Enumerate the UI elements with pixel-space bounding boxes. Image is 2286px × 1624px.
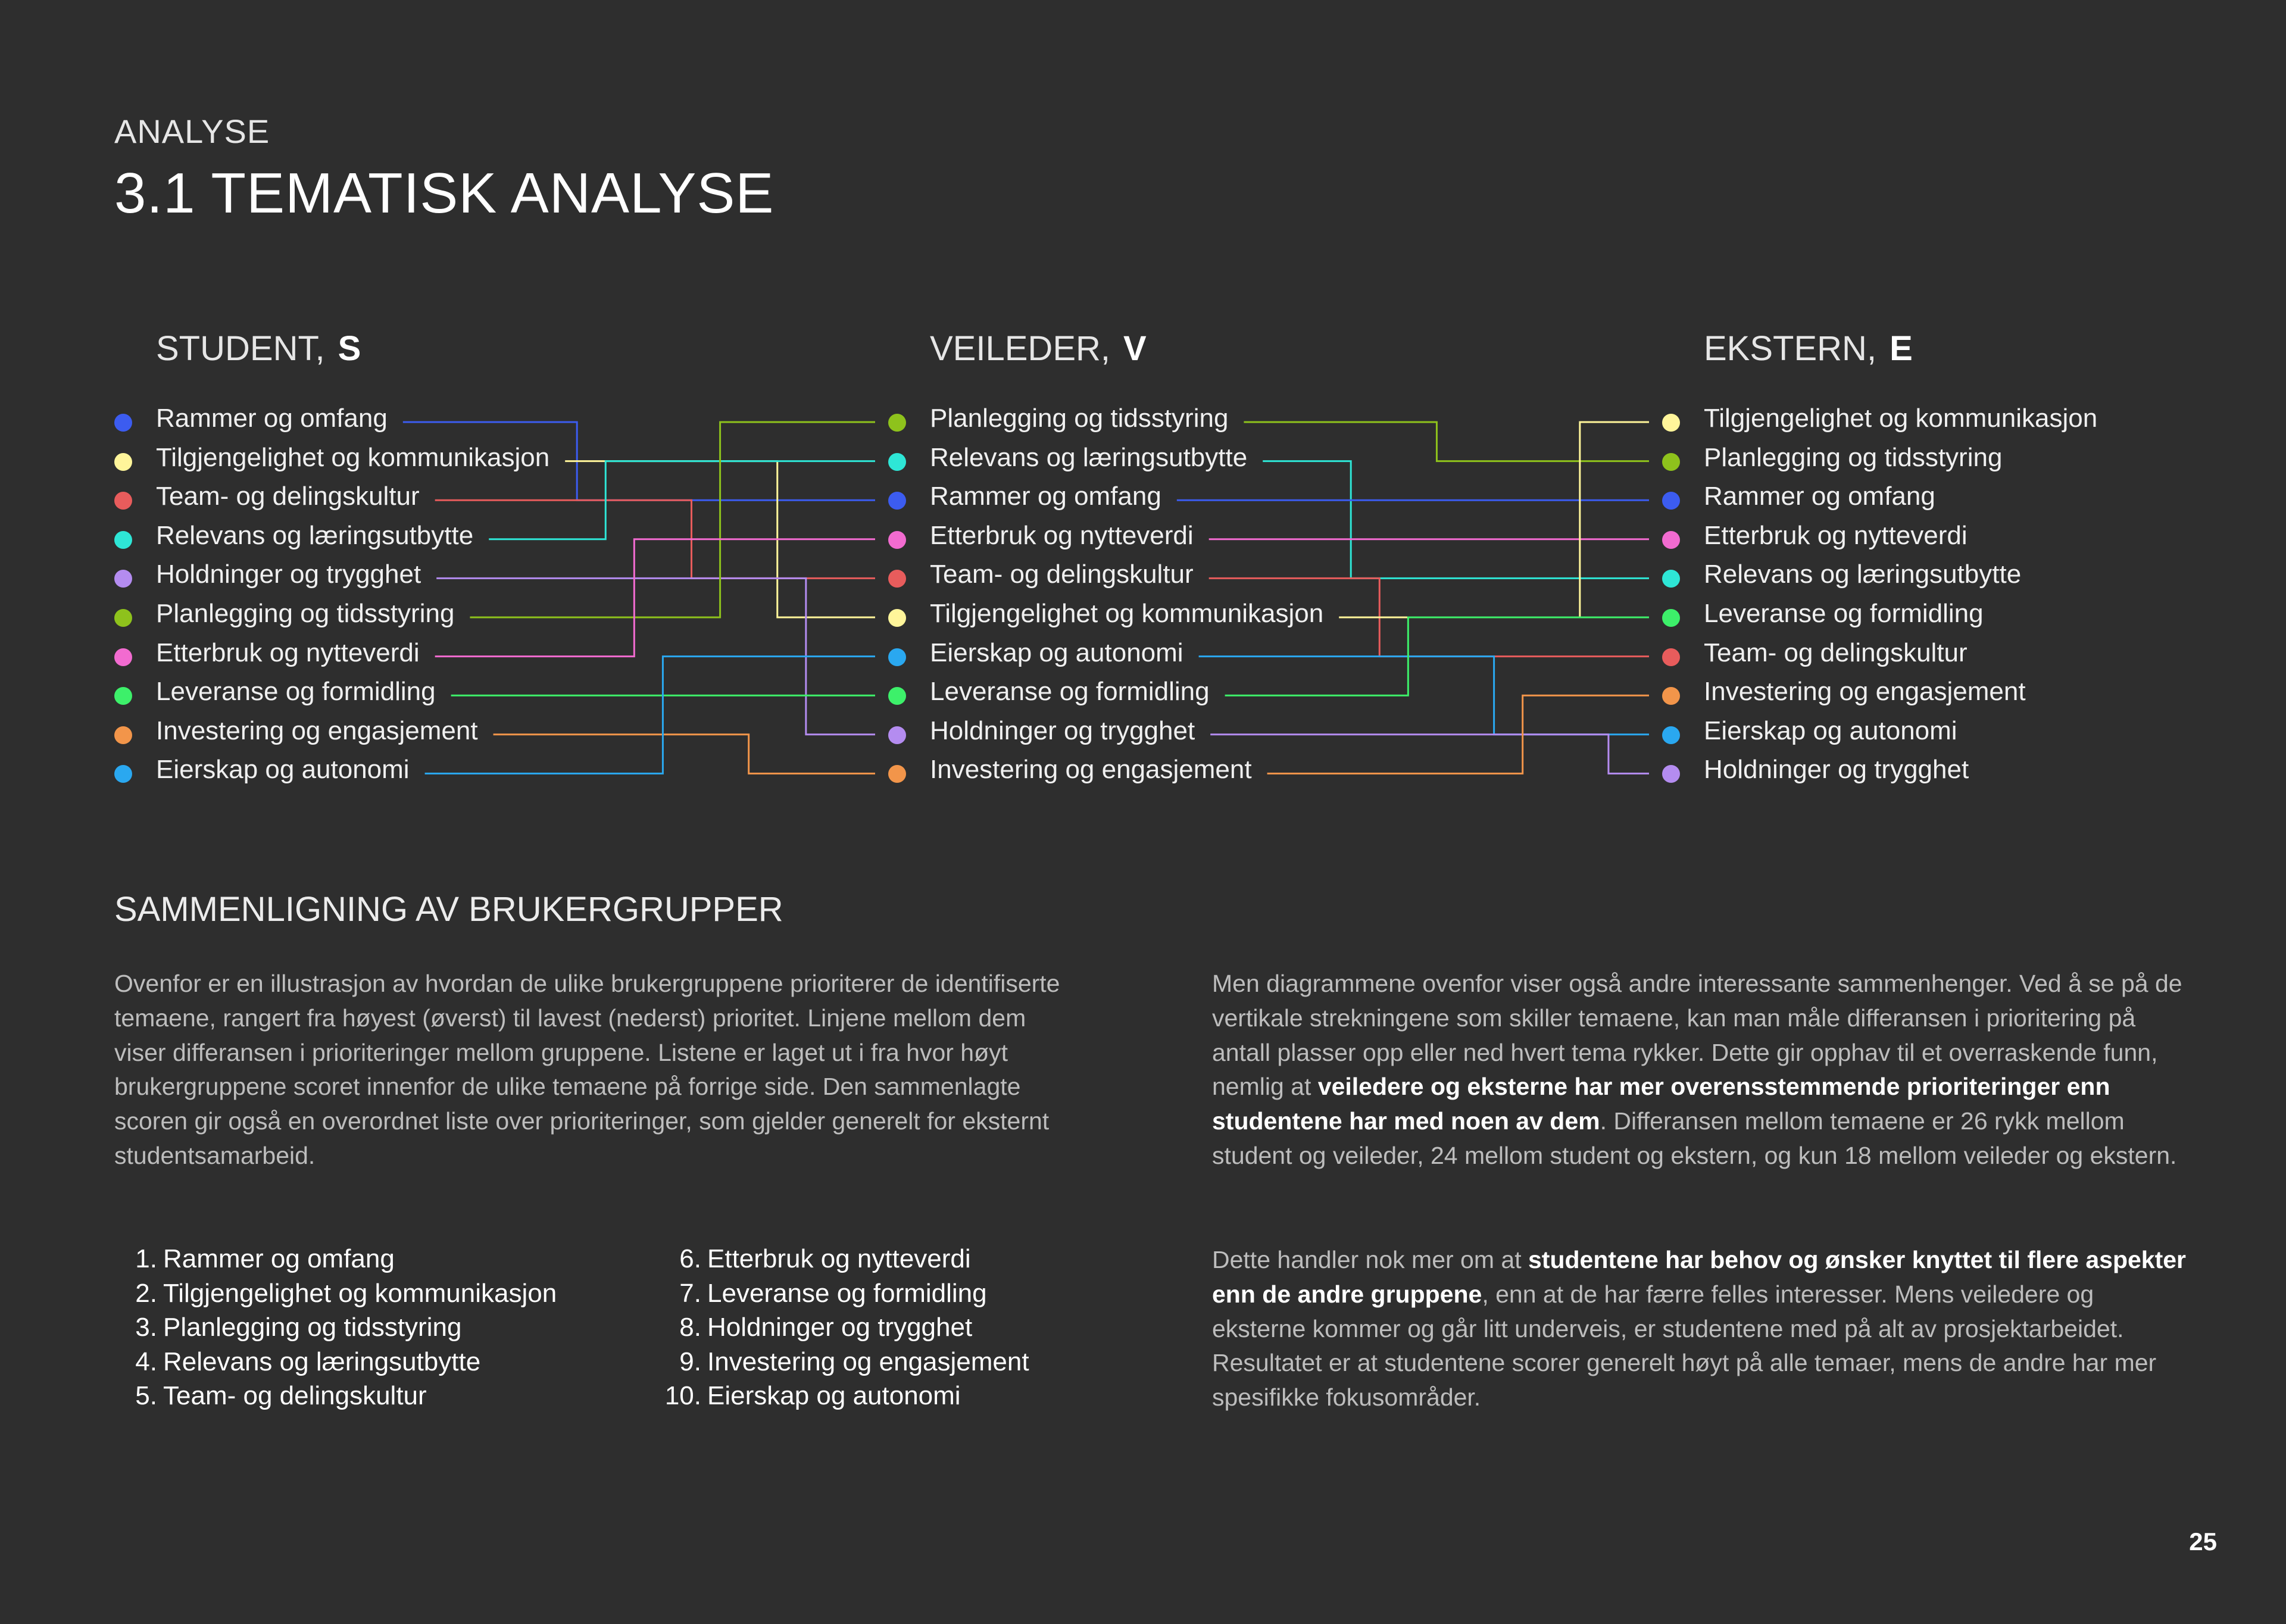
- color-dot-icon: [1662, 648, 1680, 666]
- ranking-number: 9.: [679, 1347, 701, 1376]
- list-item-label: Holdninger og trygghet: [930, 716, 1195, 745]
- ranking-number: 8.: [679, 1313, 701, 1342]
- color-dot-icon: [1662, 414, 1680, 432]
- color-dot-icon: [114, 687, 132, 705]
- color-dot-icon: [114, 531, 132, 549]
- ranking-number: 1.: [135, 1244, 157, 1273]
- emphasis-text: studentene har behov og ønsker knyttet til flere aspekter enn de andre gruppene: [1212, 1246, 2187, 1308]
- list-item-label: Rammer og omfang: [156, 404, 388, 433]
- list-item-label: Rammer og omfang: [930, 482, 1161, 511]
- color-dot-icon: [1662, 492, 1680, 510]
- list-item-label: Rammer og omfang: [1704, 482, 1935, 511]
- body-text: . Differansen mellom temaene er 26 rykk mellom student og veileder, 24 mellom student og ekstern, og kun 18 mellom veileder og ekstern.: [1212, 1107, 2177, 1169]
- color-dot-icon: [888, 687, 906, 705]
- ranking-label: Team- og delingskultur: [163, 1381, 427, 1411]
- list-item-label: Eierskap og autonomi: [930, 638, 1183, 667]
- list-item-label: Tilgjengelighet og kommunikasjon: [930, 598, 1324, 628]
- ranking-item: [114, 1345, 557, 1379]
- ranking-item: [114, 1379, 557, 1413]
- ranking-label: Holdninger og trygghet: [707, 1313, 973, 1342]
- color-dot-icon: [888, 726, 906, 744]
- list-item-label: Holdninger og trygghet: [156, 560, 421, 589]
- color-dot-icon: [114, 648, 132, 666]
- list-item-label: Team- og delingskultur: [1704, 638, 1968, 667]
- color-dot-icon: [114, 492, 132, 510]
- ranking-item: [114, 1310, 557, 1345]
- list-item-label: Tilgjengelighet og kommunikasjon: [1704, 404, 2098, 433]
- list-item-label: Leveranse og formidling: [156, 677, 436, 707]
- ranking-item: [114, 1242, 557, 1276]
- list-item-label: Holdninger og trygghet: [1704, 755, 1969, 785]
- list-item-label: Investering og engasjement: [156, 716, 478, 745]
- intro-paragraph: Ovenfor er en illustrasjon av hvordan de ulike brukergruppene prioriterer de identifiserte temaene, rangert fra høyest (øverst) til lavest (nederst) prioritet. Linjene mellom dem viser differansen i prioriteringer mellom gruppene. Listene er laget ut i fra hvor høyt brukergruppene scoret innenfor de ulike temaene på forrige side. Den sammenlagte scoren gir også en overordnet liste over prioriteringer, som gjelder generelt for eksternt studentsamarbeid.: [114, 970, 1060, 1169]
- ranking-number: 3.: [135, 1313, 157, 1342]
- body-text: , enn at de har færre felles interesser. Mens veiledere og eksterne kommer og går litt underveis, er studentene med på alt av prosjektarbeidet. Resultatet er at studentene scorer generelt høyt på alle temaer, mens de andre har mer spesifikke fokusområder.: [1212, 1280, 2157, 1411]
- color-dot-icon: [888, 648, 906, 666]
- page-title: 3.1 TEMATISK ANALYSE: [114, 161, 775, 225]
- list-item-label: Etterbruk og nytteverdi: [930, 520, 1194, 550]
- list-item-label: Etterbruk og nytteverdi: [1704, 520, 1968, 550]
- ranking-number: 10.: [664, 1381, 701, 1411]
- section-kicker: ANALYSE: [114, 113, 270, 150]
- connector-line: [425, 657, 875, 774]
- list-item-label: Relevans og læringsutbytte: [930, 442, 1248, 472]
- list-item-label: Relevans og læringsutbytte: [156, 520, 474, 550]
- findings-paragraph: [1212, 967, 2188, 1173]
- column-name: VEILEDER,: [930, 329, 1110, 368]
- column-letter: S: [338, 329, 361, 368]
- ranking-number: 5.: [135, 1381, 157, 1411]
- color-dot-icon: [114, 609, 132, 627]
- list-item-label: Planlegging og tidsstyring: [930, 404, 1229, 433]
- list-item-label: Team- og delingskultur: [930, 560, 1194, 589]
- list-item-label: Leveranse og formidling: [1704, 598, 1984, 628]
- color-dot-icon: [1662, 726, 1680, 744]
- ranking-number: 7.: [679, 1278, 701, 1308]
- ranking-item: [652, 1310, 1029, 1345]
- column-name: EKSTERN,: [1704, 329, 1877, 368]
- ranking-item: [652, 1379, 1029, 1413]
- ranking-number: 2.: [135, 1278, 157, 1308]
- ranking-label: Investering og engasjement: [707, 1347, 1029, 1376]
- connector-line: [435, 539, 875, 657]
- color-dot-icon: [1662, 531, 1680, 549]
- color-dot-icon: [888, 531, 906, 549]
- ranking-item: [652, 1276, 1029, 1311]
- column-letter: E: [1890, 329, 1913, 368]
- section-heading: SAMMENLIGNING AV BRUKERGRUPPER: [114, 890, 783, 929]
- body-text: Men diagrammene ovenfor viser også andre interessante sammenhenger. Ved å se på de vertikale strekningene som skiller temaene, kan man måle differansen i prioritering på antall plasser opp eller ned hvert tema rykker. Dette gir opphav til et overraskende funn, nemlig at: [1212, 970, 2182, 1101]
- list-item-label: Planlegging og tidsstyring: [1704, 442, 2003, 472]
- connector-line: [494, 735, 875, 774]
- column-name: STUDENT,: [156, 329, 325, 368]
- list-item-label: Investering og engasjement: [930, 755, 1252, 785]
- body-text: Dette handler nok mer om at: [1212, 1246, 1528, 1273]
- list-item-label: Planlegging og tidsstyring: [156, 598, 455, 628]
- column-letter: V: [1123, 329, 1147, 368]
- ranking-label: Leveranse og formidling: [707, 1278, 987, 1308]
- list-item-label: Tilgjengelighet og kommunikasjon: [156, 442, 550, 472]
- color-dot-icon: [888, 492, 906, 510]
- ranking-number: 6.: [679, 1244, 701, 1273]
- ranking-number: 4.: [135, 1347, 157, 1376]
- emphasis-text: veiledere og eksterne har mer overensstemmende prioriteringer enn studentene har med noen av dem: [1212, 1073, 2110, 1135]
- color-dot-icon: [1662, 687, 1680, 705]
- list-item-label: Leveranse og formidling: [930, 677, 1210, 707]
- list-item-label: Etterbruk og nytteverdi: [156, 638, 420, 667]
- ranking-label: Rammer og omfang: [163, 1244, 395, 1273]
- list-item-label: Team- og delingskultur: [156, 482, 420, 511]
- ranking-label: Planlegging og tidsstyring: [163, 1313, 462, 1342]
- color-dot-icon: [114, 453, 132, 471]
- ranking-label: Etterbruk og nytteverdi: [707, 1244, 971, 1273]
- color-dot-icon: [114, 414, 132, 432]
- color-dot-icon: [1662, 453, 1680, 471]
- list-item-label: Eierskap og autonomi: [1704, 716, 1957, 745]
- list-item-label: Investering og engasjement: [1704, 677, 2026, 707]
- overall-ranking-list-a: [114, 1242, 557, 1413]
- list-item-label: Eierskap og autonomi: [156, 755, 410, 785]
- connector-line: [1210, 735, 1649, 774]
- ranking-label: Eierskap og autonomi: [707, 1381, 961, 1411]
- connector-line: [1339, 422, 1649, 617]
- ranking-item: [652, 1345, 1029, 1379]
- color-dot-icon: [888, 609, 906, 627]
- page-number: 25: [2189, 1528, 2217, 1556]
- ranking-label: Tilgjengelighet og kommunikasjon: [163, 1278, 557, 1308]
- connector-line: [1263, 461, 1649, 579]
- overall-ranking-list-b: [652, 1242, 1029, 1413]
- color-dot-icon: [888, 414, 906, 432]
- list-item-label: Relevans og læringsutbytte: [1704, 560, 2022, 589]
- ranking-item: [652, 1242, 1029, 1276]
- ranking-item: [114, 1276, 557, 1311]
- color-dot-icon: [114, 726, 132, 744]
- color-dot-icon: [888, 453, 906, 471]
- ranking-label: Relevans og læringsutbytte: [163, 1347, 481, 1376]
- color-dot-icon: [1662, 609, 1680, 627]
- explanation-paragraph: [1212, 1243, 2188, 1415]
- connector-line: [1244, 422, 1649, 461]
